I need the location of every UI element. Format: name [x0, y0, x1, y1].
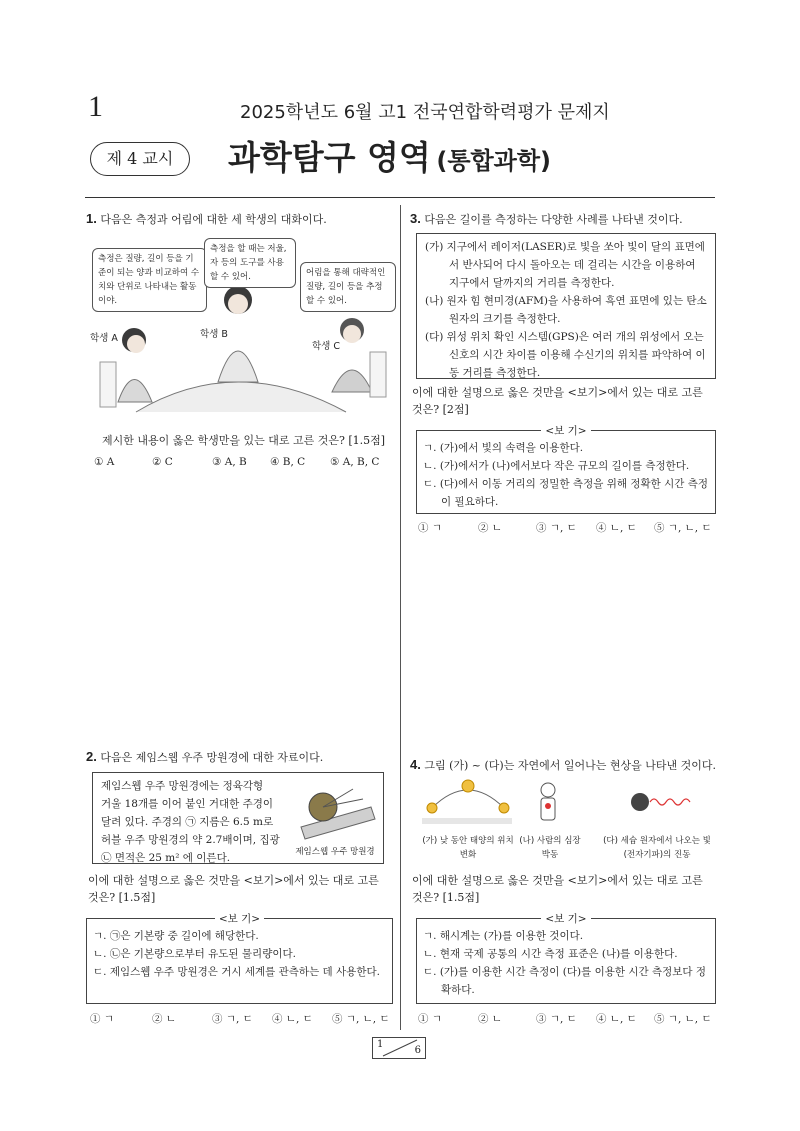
q2-box-text — [101, 777, 291, 867]
q3-stem-line — [410, 210, 715, 228]
q4-caption-da: (다) 세슘 원자에서 나오는 빛(전자기파)의 진동 — [603, 836, 711, 860]
q1-choice-2[interactable]: ② C — [152, 456, 173, 468]
q2-bogi-title: <보 기> — [215, 913, 264, 925]
q2-choice-2[interactable]: ② ㄴ — [152, 1013, 176, 1025]
period-badge: 제 4 교시 — [90, 142, 190, 176]
q1-number: 1. — [86, 211, 97, 226]
q1-choice-1[interactable]: ① A — [94, 456, 115, 468]
q2-box-line: 제임스웹 우주 망원경에는 정육각형 — [101, 780, 264, 792]
header-divider — [85, 197, 715, 198]
q4-number: 4. — [410, 757, 421, 772]
q3-bogi-title-wrap — [417, 422, 715, 440]
q3-number: 3. — [410, 211, 421, 226]
q4-question: 이에 대한 설명으로 옳은 것만을 <보기>에서 있는 대로 고른 것은? [1.5점] — [412, 874, 703, 904]
label-student-b: 학생 B — [200, 329, 228, 340]
q4-bogi-item: ㄴ. 현재 국제 공통의 시간 측정 표준은 (나)를 이용한다. — [423, 948, 678, 960]
column-divider — [400, 205, 401, 1030]
q1-illustration — [86, 232, 391, 422]
q4-bogi-title-wrap — [417, 910, 715, 928]
current-page: 1 — [377, 1039, 384, 1050]
q2-choice-5[interactable]: ⑤ ㄱ, ㄴ, ㄷ — [332, 1013, 390, 1025]
telescope-image — [293, 779, 379, 841]
q3-choice-4[interactable]: ④ ㄴ, ㄷ — [596, 522, 637, 534]
page-indicator — [372, 1037, 426, 1059]
label-student-a: 학생 A — [90, 333, 118, 344]
q3-bogi-items — [423, 439, 709, 511]
q3-item-ga: (가) 지구에서 레이저(LASER)로 빛을 쏘아 빛이 달의 표면에서 반사되어 다시 돌아오는 데 걸리는 시간을 이용하여 지구에서 달까지의 거리를 측정한다. — [425, 241, 705, 289]
q2-bogi-items — [93, 927, 386, 981]
q4-caption-ga: (가) 낮 동안 태양의 위치 변화 — [422, 836, 514, 860]
q1-question: 제시한 내용이 옳은 학생만을 있는 대로 고른 것은? [1.5점] — [102, 434, 386, 447]
q3-bogi-item: ㄱ. (가)에서 빛의 속력을 이용한다. — [423, 442, 584, 454]
subject-title — [228, 132, 551, 179]
q2-question: 이에 대한 설명으로 옳은 것만을 <보기>에서 있는 대로 고른 것은? [1.5점] — [88, 874, 379, 904]
q3-bogi-box — [416, 425, 716, 514]
q3-item-da: (다) 위성 위치 확인 시스템(GPS)은 여러 개의 위성에서 오는 신호의 시간 차이를 이용해 수신기의 위치를 파악하여 이동 거리를 측정한다. — [425, 331, 706, 379]
q2-bogi-item: ㄷ. 제임스웹 우주 망원경은 거시 세계를 관측하는 데 사용한다. — [93, 966, 380, 978]
q4-choice-5[interactable]: ⑤ ㄱ, ㄴ, ㄷ — [654, 1013, 712, 1025]
q1-stem: 다음은 측정과 어림에 대한 세 학생의 대화이다. — [100, 213, 327, 226]
bubble-student-b: 측정을 할 때는 저울, 자 등의 도구를 사용할 수 있어. — [204, 238, 296, 288]
subject-sub: (통합과학) — [436, 147, 552, 175]
q3-bogi-item: ㄷ. (다)에서 이동 거리의 정밀한 측정을 위해 정확한 시간 측정이 필요하다. — [423, 478, 709, 508]
q1-choice-3[interactable]: ③ A, B — [212, 456, 247, 468]
q4-figures — [418, 776, 718, 866]
q2-box-line: 허블 우주 망원경의 약 2.7배이며, 집광 — [101, 834, 280, 846]
q4-stem: 그림 (가) ~ (다)는 자연에서 일어나는 현상을 나타낸 것이다. — [424, 759, 716, 772]
q2-bogi-box — [86, 913, 393, 1004]
q4-stem-line — [410, 756, 720, 774]
q2-stem: 다음은 제임스웹 우주 망원경에 대한 자료이다. — [100, 751, 324, 764]
q4-choice-4[interactable]: ④ ㄴ, ㄷ — [596, 1013, 637, 1025]
q4-bogi-items — [423, 927, 709, 999]
bubble-student-a: 측정은 질량, 길이 등을 기준이 되는 양과 비교하여 수치와 단위로 나타내는 활동이야. — [92, 248, 207, 312]
page-number: 1 — [88, 90, 103, 123]
q4-bogi-title: <보 기> — [541, 913, 590, 925]
q2-box-line: ㉡ 면적은 25 m² 에 이른다. — [101, 852, 231, 864]
q3-choice-1[interactable]: ① ㄱ — [418, 522, 442, 534]
q2-info-box — [92, 772, 384, 864]
q4-figure-images — [418, 776, 718, 832]
q3-choice-3[interactable]: ③ ㄱ, ㄷ — [536, 522, 577, 534]
q4-bogi-item: ㄱ. 해시계는 (가)를 이용한 것이다. — [423, 930, 584, 942]
q2-bogi-item: ㄴ. ㉡은 기본량으로부터 유도된 물리량이다. — [93, 948, 296, 960]
q2-number: 2. — [86, 749, 97, 764]
q1-stem-line — [86, 210, 391, 228]
q2-stem-line — [86, 748, 391, 766]
q3-question: 이에 대한 설명으로 옳은 것만을 <보기>에서 있는 대로 고른 것은? [2점] — [412, 386, 703, 416]
q3-items — [425, 238, 707, 382]
q4-choice-1[interactable]: ① ㄱ — [418, 1013, 442, 1025]
telescope-caption: 제임스웹 우주 망원경 — [295, 847, 375, 857]
q1-choice-5[interactable]: ⑤ A, B, C — [330, 456, 380, 468]
q4-choices — [418, 1011, 718, 1026]
q2-bogi-item: ㄱ. ㉠은 기본량 중 길이에 해당한다. — [93, 930, 259, 942]
q3-stem: 다음은 길이를 측정하는 다양한 사례를 나타낸 것이다. — [424, 213, 683, 226]
q2-choice-3[interactable]: ③ ㄱ, ㄷ — [212, 1013, 253, 1025]
exam-title: 2025학년도 6월 고1 전국연합학력평가 문제지 — [240, 102, 610, 123]
q4-choice-2[interactable]: ② ㄴ — [478, 1013, 502, 1025]
label-student-c: 학생 C — [312, 341, 341, 352]
q3-item-na: (나) 원자 힘 현미경(AFM)을 사용하여 흑연 표면에 있는 탄소 원자의 크기를 측정한다. — [425, 295, 707, 325]
q3-bogi-title: <보 기> — [541, 425, 590, 437]
q4-bogi-item: ㄷ. (가)를 이용한 시간 측정이 (다)를 이용한 시간 측정보다 정확하다. — [423, 966, 707, 996]
q2-box-line: 거울 18개를 이어 붙인 거대한 주경이 — [101, 798, 274, 810]
q4-caption-na: (나) 사람의 심장 박동 — [519, 836, 581, 860]
q1-choices — [94, 456, 394, 468]
q2-bogi-title-wrap — [87, 910, 392, 928]
q3-choice-5[interactable]: ⑤ ㄱ, ㄴ, ㄷ — [654, 522, 712, 534]
q2-choices — [90, 1011, 395, 1026]
q1-choice-4[interactable]: ④ B, C — [270, 456, 306, 468]
sun-icon — [427, 803, 437, 813]
total-pages: 6 — [414, 1045, 421, 1056]
q4-bogi-box — [416, 913, 716, 1004]
bubble-student-c: 어림을 통해 대략적인 질량, 길이 등을 추정할 수 있어. — [300, 262, 396, 312]
q2-box-line: 달려 있다. 주경의 ㉠ 지름은 6.5 m로 — [101, 816, 274, 828]
q3-choice-2[interactable]: ② ㄴ — [478, 522, 502, 534]
q4-choice-3[interactable]: ③ ㄱ, ㄷ — [536, 1013, 577, 1025]
q3-items-box — [416, 233, 716, 379]
q3-bogi-item: ㄴ. (가)에서가 (나)에서보다 작은 규모의 길이를 측정한다. — [423, 460, 690, 472]
q3-choices — [418, 520, 718, 535]
q2-choice-4[interactable]: ④ ㄴ, ㄷ — [272, 1013, 313, 1025]
subject-main: 과학탐구 영역 — [228, 138, 431, 177]
q2-choice-1[interactable]: ① ㄱ — [90, 1013, 114, 1025]
